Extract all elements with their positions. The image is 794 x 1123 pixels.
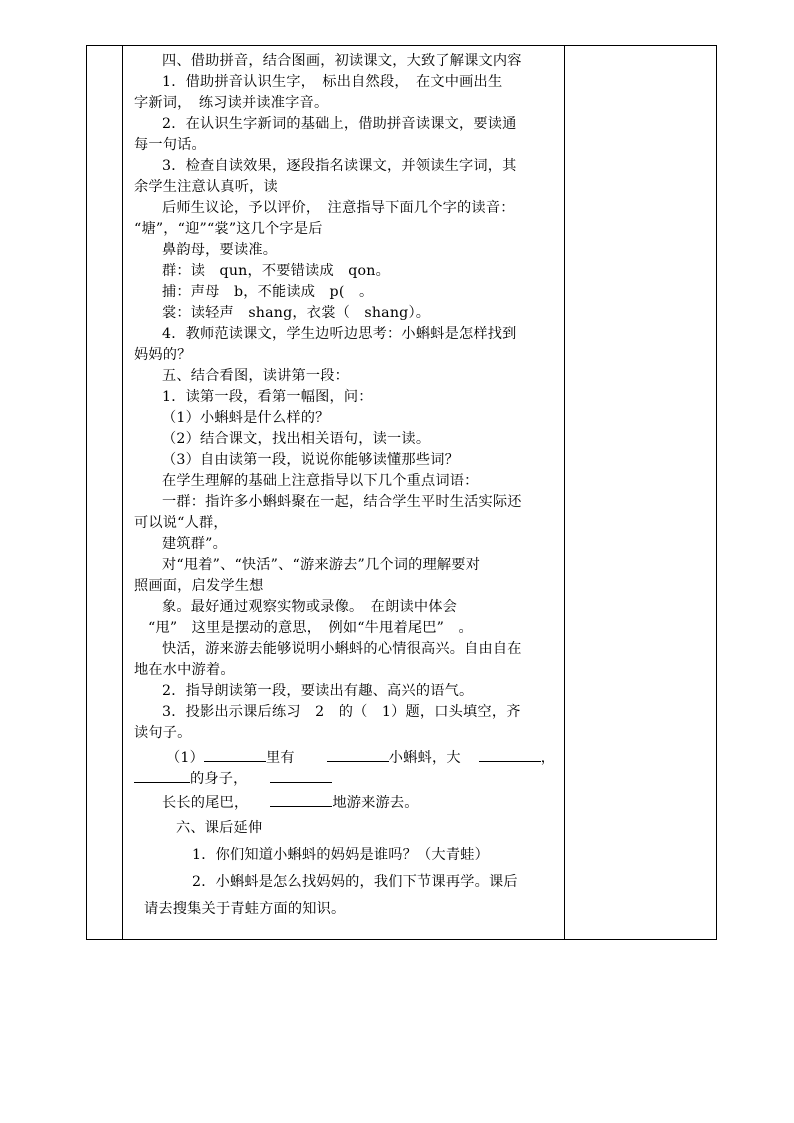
section-heading-6: 六、课后延伸 [176,820,263,836]
paragraph-line: 余学生注意认真听，读 [134,179,278,195]
paragraph-line: 字新词， 练习读并读准字音。 [134,95,329,111]
paragraph-line: 2．指导朗读第一段，要读出有趣、高兴的语气。 [162,683,474,699]
paragraph-line: 3．检查自读效果，逐段指名读课文，并领读生字词，其 [162,158,517,174]
fill-text: 小蝌蚪，大 [388,750,461,766]
paragraph-line: 照画面，启发学生想 [134,578,264,594]
paragraph-line: 1．借助拼音认识生字， 标出自然段， 在文中画出生 [162,74,503,90]
fill-text: 地游来游去。 [332,795,419,811]
paragraph-line: 鼻韵母，要读准。 [162,242,278,258]
paragraph-line: 1．读第一段，看第一幅图，问： [162,389,373,405]
paragraph-line: 每一句话。 [134,137,206,153]
blank-line [270,767,332,783]
paragraph-line: 对“甩着”、“快活”、“游来游去”几个词的理解要对 [162,557,481,573]
paragraph-line: 一群：指许多小蝌蚪聚在一起，结合学生平时生活实际还 [162,494,522,510]
paragraph-line: 2．在认识生字新词的基础上，借助拼音读课文，要读通 [162,116,517,132]
blank-line [270,791,332,807]
column-divider-right [564,46,565,939]
paragraph-line: 群：读 qun，不要错读成 qon。 [162,263,390,279]
paragraph-line: （1）小蝌蚪是什么样的？ [162,410,330,426]
fill-text: ， [540,750,556,766]
paragraph-line: 2．小蝌蚪是怎么找妈妈的，我们下节课再学。课后 [192,874,518,890]
paragraph-line: 地在水中游着。 [134,662,235,678]
fill-in-blank-line-2 [134,767,332,787]
paragraph-line: 读句子。 [134,725,192,741]
paragraph-line: 可以说“人群， [134,515,228,531]
paragraph-line: 请去搜集关于青蛙方面的知识。 [144,901,346,917]
paragraph-line: 3．投影出示课后练习 2 的（ 1）题，口头填空，齐 [162,704,521,720]
fill-text: 里有 [266,750,295,766]
paragraph-line: （2）结合课文，找出相关语句，读一读。 [162,431,431,447]
blank-line [327,746,389,762]
paragraph-line: 妈妈的？ [134,347,192,363]
fill-prefix: （1） [166,750,205,766]
paragraph-line: 裳：读轻声 shang，衣裳（ shang）。 [162,305,431,321]
paragraph-line: 后师生议论，予以评价， 注意指导下面几个字的读音： [162,200,515,216]
fill-text: 长长的尾巴， [162,795,249,811]
fill-in-blank-line-3 [162,791,419,811]
paragraph-line: 4．教师范读课文，学生边听边思考：小蝌蚪是怎样找到 [162,326,517,342]
paragraph-line: 建筑群”。 [162,536,228,552]
paragraph-line: 在学生理解的基础上注意指导以下几个重点词语： [162,473,479,489]
section-heading-4: 四、借助拼音，结合图画，初读课文，大致了解课文内容 [162,53,522,69]
blank-line [134,767,190,783]
paragraph-line: “甩” 这里是摆动的意思， 例如“牛甩着尾巴” 。 [148,620,473,636]
paragraph-line: 捕：声母 b，不能读成 p( 。 [162,284,374,300]
paragraph-line: 快活，游来游去能够说明小蝌蚪的心情很高兴。自由自在 [162,641,522,657]
fill-in-blank-line-1 [166,746,555,766]
paragraph-line: 1．你们知道小蝌蚪的妈妈是谁吗？（大青蛙） [192,847,489,863]
paragraph-line: （3）自由读第一段，说说你能够读懂那些词？ [162,452,459,468]
fill-text: 的身子， [190,771,248,787]
paragraph-line: “塘”，“迎”“裳”这几个字是后 [134,221,323,237]
blank-line [204,746,266,762]
blank-line [479,746,541,762]
section-heading-5: 五、结合看图，读讲第一段： [162,368,350,384]
column-divider-left [122,46,123,939]
paragraph-line: 象。最好通过观察实物或录像。 在朗读中体会 [162,599,458,615]
